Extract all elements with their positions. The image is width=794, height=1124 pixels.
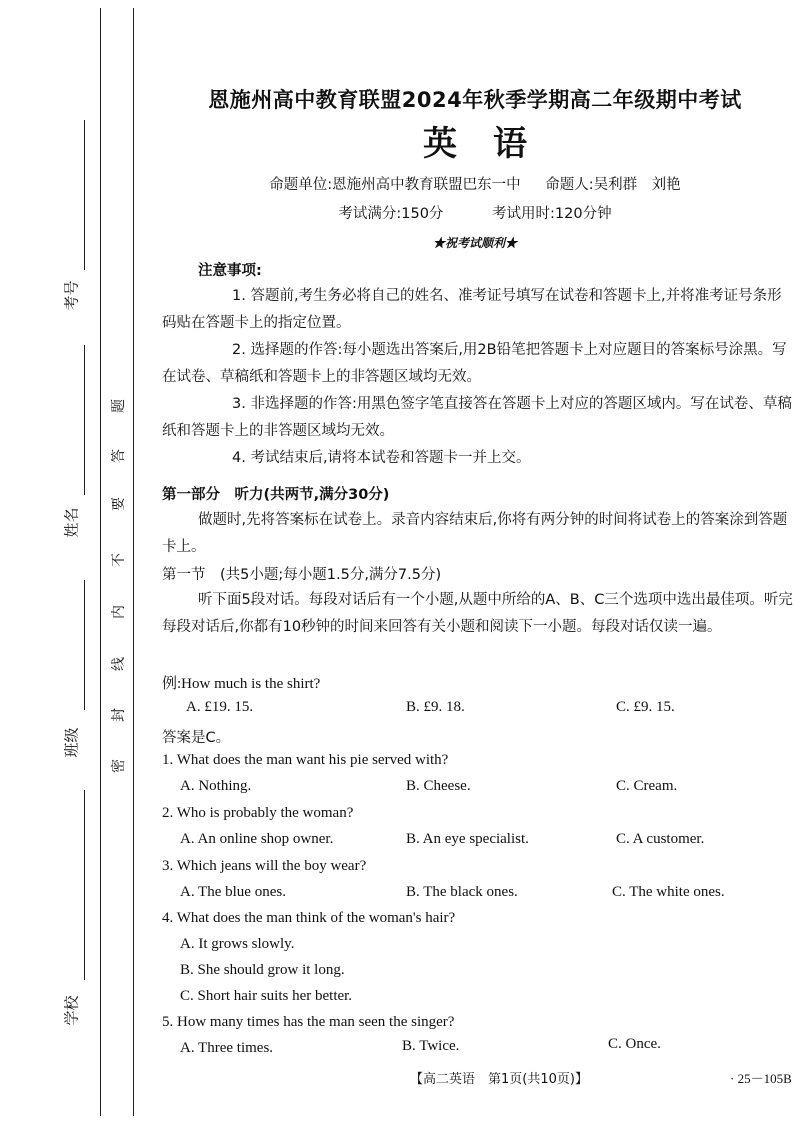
q4-option-c[interactable]: C. Short hair suits her better. [180, 988, 353, 1004]
notes-heading: 注意事项: [198, 263, 262, 279]
q3-option-a[interactable]: A. The blue ones. [180, 884, 286, 900]
setter-unit: 命题单位:恩施州高中教育联盟巴东一中 [269, 177, 521, 193]
school-blank[interactable] [84, 790, 85, 980]
question-4: 4. What does the man think of the woman's hair? [162, 910, 456, 926]
q1-option-a[interactable]: A. Nothing. [180, 778, 252, 794]
section-one-instruction-text: 听下面5段对话。每段对话后有一个小题,从题中所给的A、B、C三个选项中选出最佳项。听完每段对话后,你都有10秒钟的时间来回答有关小题和阅读下一小题。每段对话仅读一遍。 [162, 592, 793, 635]
subject-title: 英语 [423, 124, 563, 164]
section-one-instruction [162, 587, 794, 641]
exam-number-label: 考号 [62, 280, 81, 311]
good-luck-wish: ★祝考试顺利★ [432, 236, 517, 250]
name-blank[interactable] [84, 345, 85, 495]
q4-option-a[interactable]: A. It grows slowly. [180, 936, 295, 952]
part-one-instruction-text: 做题时,先将答案标在试卷上。录音内容结束后,你将有两分钟的时间将试卷上的答案涂到答题卡上。 [162, 512, 788, 555]
binding-line-inner [133, 8, 134, 1116]
note-item: 2. 选择题的作答:每小题选出答案后,用2B铅笔把答题卡上对应题目的答案标号涂黑。写在试卷、草稿纸和答题卡上的非答题区域均无效。 [162, 342, 787, 385]
seal-char: 要 [111, 497, 127, 511]
q4-option-b[interactable]: B. She should grow it long. [180, 962, 345, 978]
section-one-heading: 第一节 (共5小题;每小题1.5分,满分7.5分) [162, 567, 442, 583]
seal-char: 答 [111, 449, 127, 463]
q1-option-b[interactable]: B. Cheese. [406, 778, 471, 794]
example-question: 例:How much is the shirt? [162, 676, 321, 692]
note-item: 3. 非选择题的作答:用黑色签字笔直接答在答题卡上对应的答题区域内。写在试卷、草稿纸和答题卡上的非答题区域均无效。 [162, 396, 792, 439]
notes-list [162, 283, 794, 472]
duration: 考试用时:120分钟 [492, 206, 612, 222]
q2-option-a[interactable]: A. An online shop owner. [180, 831, 334, 847]
seal-char: 题 [111, 399, 127, 413]
q5-option-a[interactable]: A. Three times. [180, 1040, 274, 1056]
part-one-heading: 第一部分 听力(共两节,满分30分) [162, 487, 390, 503]
q3-option-b[interactable]: B. The black ones. [406, 884, 518, 900]
score-line [160, 202, 790, 223]
exam-number-blank[interactable] [84, 120, 85, 270]
question-3: 3. Which jeans will the boy wear? [162, 858, 367, 874]
school-label: 学校 [62, 995, 81, 1026]
exam-title: 恩施州高中教育联盟2024年秋季学期高二年级期中考试 [208, 88, 742, 112]
example-answer: 答案是C。 [162, 730, 231, 746]
question-5: 5. How many times has the man seen the singer? [162, 1014, 455, 1030]
seal-char: 不 [111, 553, 127, 567]
seal-char: 线 [111, 657, 127, 671]
seal-char: 内 [111, 605, 127, 619]
name-label: 姓名 [62, 507, 81, 538]
q3-option-c[interactable]: C. The white ones. [612, 884, 725, 900]
question-2: 2. Who is probably the woman? [162, 805, 354, 821]
q1-option-c[interactable]: C. Cream. [616, 778, 678, 794]
part-one-instruction [162, 507, 794, 561]
setter-line [160, 173, 790, 194]
example-option-b: B. £9. 18. [406, 699, 465, 715]
example-option-c: C. £9. 15. [616, 699, 675, 715]
class-label: 班级 [62, 727, 81, 758]
q5-option-c[interactable]: C. Once. [608, 1036, 661, 1052]
setter-people: 命题人:吴利群 刘艳 [545, 177, 681, 193]
page-footer: 【高二英语 第1页(共10页)】 [410, 1072, 588, 1087]
note-item: 1. 答题前,考生务必将自己的姓名、准考证号填写在试卷和答题卡上,并将准考证号条形码贴在答题卡上的指定位置。 [162, 288, 782, 331]
seal-char: 封 [111, 708, 127, 722]
exam-code: · 25－105B [730, 1071, 792, 1086]
q2-option-b[interactable]: B. An eye specialist. [406, 831, 529, 847]
full-score: 考试满分:150分 [338, 206, 444, 222]
q2-option-c[interactable]: C. A customer. [616, 831, 705, 847]
class-blank[interactable] [84, 580, 85, 710]
note-item: 4. 考试结束后,请将本试卷和答题卡一并上交。 [232, 450, 531, 466]
question-1: 1. What does the man want his pie served with? [162, 752, 449, 768]
seal-char: 密 [111, 759, 127, 773]
example-option-a: A. £19. 15. [186, 699, 254, 715]
binding-line-outer [100, 8, 101, 1116]
q5-option-b[interactable]: B. Twice. [402, 1038, 460, 1054]
